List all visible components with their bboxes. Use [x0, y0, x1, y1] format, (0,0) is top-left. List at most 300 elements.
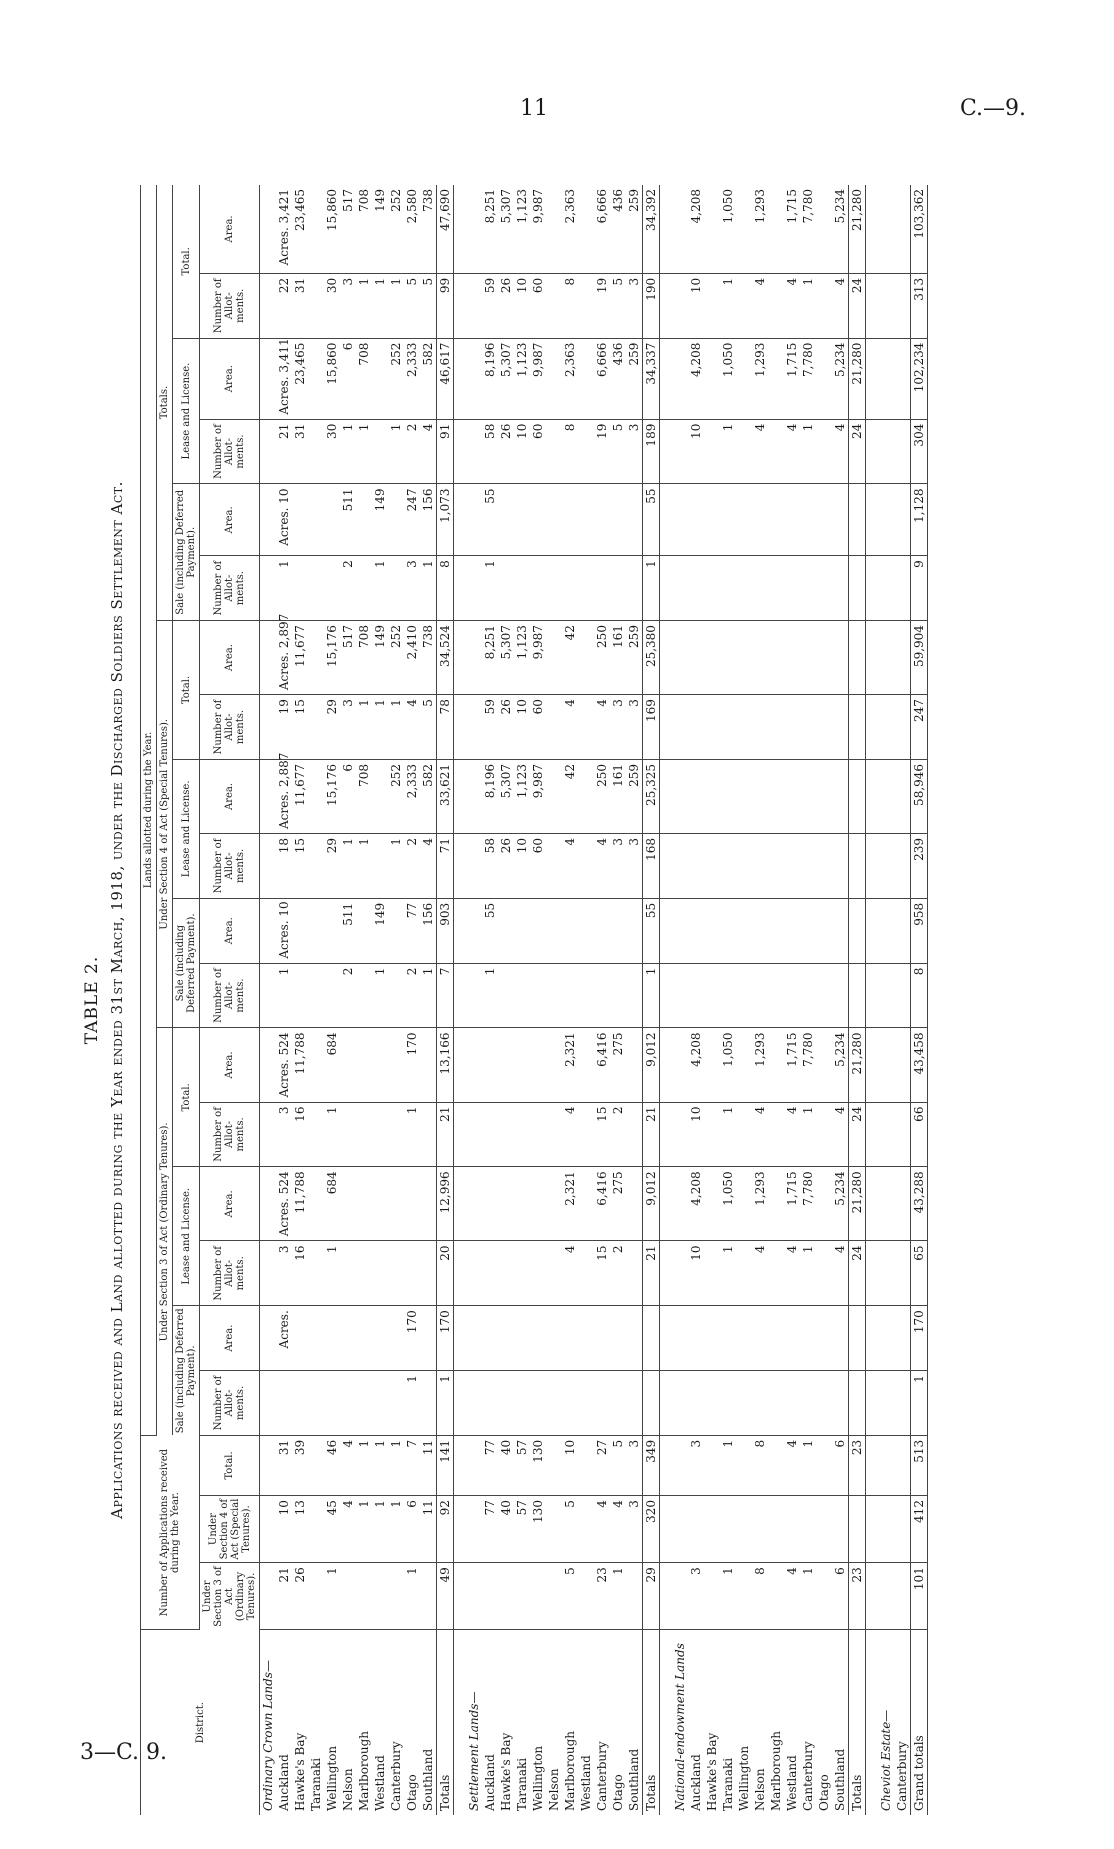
value-cell: 4	[594, 695, 610, 760]
district-cell: Ordinary Crown Lands—	[261, 1660, 275, 1811]
value-cell	[784, 834, 800, 899]
value-cell: 1,050	[720, 338, 736, 419]
value-cell	[894, 556, 911, 621]
value-cell	[704, 556, 720, 621]
value-cell	[562, 484, 578, 556]
value-cell	[720, 484, 736, 556]
value-cell: 25,325	[643, 759, 660, 833]
value-cell: 5,307	[498, 185, 514, 273]
value-cell	[832, 556, 849, 621]
header-district: District.	[141, 1630, 260, 1815]
table-row	[816, 185, 832, 1815]
table-row	[752, 185, 768, 1815]
value-cell: 4	[832, 1241, 849, 1306]
value-cell	[626, 484, 643, 556]
value-cell	[308, 834, 324, 899]
value-cell: 4,208	[688, 185, 704, 273]
value-cell	[594, 556, 610, 621]
table-row	[720, 185, 736, 1815]
value-cell: 92	[437, 1496, 454, 1563]
value-cell	[768, 1371, 784, 1436]
value-cell	[849, 759, 866, 833]
spacer-row	[454, 185, 467, 1815]
value-cell	[546, 1102, 562, 1167]
value-cell: 42	[562, 621, 578, 695]
value-cell	[768, 621, 784, 695]
value-cell	[752, 556, 768, 621]
value-cell	[482, 1371, 498, 1436]
value-cell	[849, 834, 866, 899]
header-num: Number of Allot-ments.	[200, 556, 260, 621]
district-cell: Cheviot Estate—	[879, 1709, 893, 1811]
district-cell: Canterbury	[801, 1741, 815, 1811]
value-cell	[878, 556, 894, 621]
value-cell: 3	[340, 695, 356, 760]
value-cell	[688, 1371, 704, 1436]
value-cell: 141	[437, 1435, 454, 1495]
value-cell	[260, 759, 277, 833]
value-cell	[260, 185, 277, 273]
value-cell: 189	[643, 419, 660, 484]
value-cell: 412	[911, 1496, 928, 1563]
value-cell	[546, 621, 562, 695]
value-cell: 21,280	[849, 338, 866, 419]
value-cell: Acres. 524	[276, 1028, 292, 1102]
value-cell	[324, 963, 340, 1028]
value-cell: 43,288	[911, 1167, 928, 1241]
value-cell: Acres. 524	[276, 1167, 292, 1241]
value-cell	[260, 273, 277, 338]
value-cell	[752, 834, 768, 899]
value-cell: 1	[404, 1371, 420, 1436]
value-cell	[626, 1563, 643, 1630]
value-cell	[736, 185, 752, 273]
value-cell: 247	[911, 695, 928, 760]
value-cell: 8,196	[482, 759, 498, 833]
value-cell	[356, 1028, 372, 1102]
value-cell: 169	[643, 695, 660, 760]
value-cell: 42	[562, 759, 578, 833]
value-cell: 55	[482, 898, 498, 963]
value-cell	[578, 759, 594, 833]
header-num: Number of Allot-ments.	[200, 695, 260, 760]
value-cell	[546, 1028, 562, 1102]
value-cell	[736, 484, 752, 556]
value-cell	[482, 1241, 498, 1306]
value-cell: 6	[340, 759, 356, 833]
value-cell	[546, 1167, 562, 1241]
value-cell	[482, 1102, 498, 1167]
value-cell	[894, 338, 911, 419]
value-cell	[514, 898, 530, 963]
value-cell	[736, 898, 752, 963]
value-cell	[688, 1306, 704, 1371]
value-cell: 9,012	[643, 1167, 660, 1241]
value-cell	[704, 1435, 720, 1495]
value-cell	[832, 1371, 849, 1436]
value-cell	[578, 273, 594, 338]
totals-row	[643, 185, 660, 1815]
value-cell	[784, 898, 800, 963]
header-num: Number of Allot-ments.	[200, 1371, 260, 1436]
value-cell: 349	[643, 1435, 660, 1495]
value-cell: Acres. 2,897	[276, 621, 292, 695]
header-section3: Under Section 3 of Act (Ordinary Tenures).	[157, 1028, 173, 1435]
value-cell	[340, 1371, 356, 1436]
header-area: Area.	[200, 1028, 260, 1102]
value-cell	[894, 185, 911, 273]
value-cell	[784, 484, 800, 556]
page-number: 11	[520, 96, 548, 121]
value-cell	[894, 484, 911, 556]
value-cell: 4	[784, 1563, 800, 1630]
value-cell	[704, 759, 720, 833]
value-cell: 6	[832, 1435, 849, 1495]
district-cell: Settlement Lands—	[467, 1691, 481, 1811]
value-cell	[688, 1496, 704, 1563]
value-cell	[704, 1241, 720, 1306]
value-cell: 21	[643, 1102, 660, 1167]
value-cell: 130	[530, 1435, 546, 1495]
value-cell	[466, 1241, 482, 1306]
value-cell: 958	[911, 898, 928, 963]
value-cell: 3	[626, 834, 643, 899]
value-cell	[752, 1371, 768, 1436]
value-cell	[816, 963, 832, 1028]
value-cell	[578, 185, 594, 273]
district-cell: Canterbury	[895, 1741, 909, 1811]
value-cell: 170	[404, 1028, 420, 1102]
section-header-row	[466, 185, 482, 1815]
value-cell: 10	[514, 834, 530, 899]
value-cell	[626, 1306, 643, 1371]
value-cell: 1,073	[437, 484, 454, 556]
value-cell: 49	[437, 1563, 454, 1630]
value-cell	[626, 1371, 643, 1436]
value-cell: 170	[437, 1306, 454, 1371]
value-cell: 10	[688, 1102, 704, 1167]
value-cell	[514, 1167, 530, 1241]
value-cell	[514, 1241, 530, 1306]
value-cell	[768, 419, 784, 484]
value-cell: 161	[610, 759, 626, 833]
value-cell	[736, 1563, 752, 1630]
header-area: Area.	[200, 484, 260, 556]
value-cell: 5	[420, 695, 437, 760]
district-cell: Grand totals	[911, 1630, 928, 1815]
value-cell	[372, 338, 388, 419]
value-cell	[466, 1028, 482, 1102]
value-cell: 77	[404, 898, 420, 963]
value-cell: 1	[720, 273, 736, 338]
value-cell	[672, 419, 688, 484]
value-cell	[530, 556, 546, 621]
header-app-section3: Under Section 3 of Act (Ordinary Tenures).	[200, 1563, 260, 1630]
value-cell	[816, 1167, 832, 1241]
value-cell	[878, 273, 894, 338]
value-cell: Acres. 2,887	[276, 759, 292, 833]
header-num: Number of Allot-ments.	[200, 1102, 260, 1167]
value-cell: 684	[324, 1167, 340, 1241]
value-cell	[768, 898, 784, 963]
value-cell	[578, 1496, 594, 1563]
value-cell: 1	[610, 1563, 626, 1630]
value-cell	[894, 1563, 911, 1630]
value-cell: 708	[356, 621, 372, 695]
value-cell: 582	[420, 759, 437, 833]
value-cell: 5,234	[832, 1028, 849, 1102]
value-cell: 9	[911, 556, 928, 621]
value-cell: 11	[420, 1435, 437, 1495]
value-cell: 6,416	[594, 1028, 610, 1102]
value-cell	[372, 1563, 388, 1630]
value-cell: Acres. 3,421	[276, 185, 292, 273]
value-cell	[816, 1435, 832, 1495]
value-cell	[260, 1563, 277, 1630]
table-row	[736, 185, 752, 1815]
value-cell	[736, 1306, 752, 1371]
value-cell	[878, 759, 894, 833]
value-cell: 1	[720, 419, 736, 484]
value-cell: 2,363	[562, 338, 578, 419]
value-cell: 1	[372, 556, 388, 621]
value-cell: 1	[800, 1435, 816, 1495]
value-cell	[546, 963, 562, 1028]
value-cell	[720, 695, 736, 760]
value-cell	[704, 1028, 720, 1102]
value-cell	[832, 834, 849, 899]
value-cell	[626, 1167, 643, 1241]
value-cell	[832, 484, 849, 556]
value-cell: 4	[832, 1102, 849, 1167]
value-cell: 40	[498, 1435, 514, 1495]
value-cell	[578, 834, 594, 899]
value-cell	[768, 556, 784, 621]
value-cell	[546, 1371, 562, 1436]
value-cell	[530, 1306, 546, 1371]
value-cell	[578, 1167, 594, 1241]
value-cell	[530, 1028, 546, 1102]
value-cell: 1,293	[752, 185, 768, 273]
value-cell	[768, 1306, 784, 1371]
value-cell: 1,123	[514, 338, 530, 419]
value-cell: 4	[562, 1102, 578, 1167]
value-cell: 27	[594, 1435, 610, 1495]
value-cell: 2	[404, 419, 420, 484]
value-cell: 5	[420, 273, 437, 338]
value-cell	[372, 419, 388, 484]
value-cell: 1	[388, 273, 404, 338]
value-cell	[832, 898, 849, 963]
value-cell: 23	[849, 1435, 866, 1495]
value-cell	[372, 1167, 388, 1241]
value-cell	[768, 1435, 784, 1495]
value-cell	[276, 1371, 292, 1436]
value-cell	[260, 695, 277, 760]
value-cell	[420, 1371, 437, 1436]
header-total: Total.	[173, 1028, 200, 1167]
value-cell: 10	[562, 1435, 578, 1495]
value-cell	[308, 484, 324, 556]
value-cell: 149	[372, 898, 388, 963]
district-cell: Otago	[611, 1774, 625, 1811]
value-cell: 1,050	[720, 1167, 736, 1241]
value-cell	[672, 621, 688, 695]
value-cell: 2,580	[404, 185, 420, 273]
table-row	[404, 185, 420, 1815]
value-cell: 3	[610, 695, 626, 760]
value-cell	[530, 1563, 546, 1630]
value-cell	[546, 1435, 562, 1495]
value-cell	[308, 338, 324, 419]
value-cell	[260, 1306, 277, 1371]
value-cell	[404, 1241, 420, 1306]
value-cell: 2,321	[562, 1167, 578, 1241]
value-cell: 59	[482, 695, 498, 760]
value-cell: 66	[911, 1102, 928, 1167]
value-cell	[878, 1167, 894, 1241]
value-cell	[784, 759, 800, 833]
value-cell: 77	[482, 1496, 498, 1563]
value-cell	[816, 898, 832, 963]
value-cell: 22	[276, 273, 292, 338]
value-cell	[578, 484, 594, 556]
value-cell: 1,293	[752, 1167, 768, 1241]
value-cell: 130	[530, 1496, 546, 1563]
value-cell	[832, 695, 849, 760]
value-cell	[720, 963, 736, 1028]
value-cell: 3	[626, 695, 643, 760]
value-cell	[372, 834, 388, 899]
value-cell	[800, 1371, 816, 1436]
value-cell: 43,458	[911, 1028, 928, 1102]
header-sale: Sale (including Deferred Payment).	[173, 484, 200, 621]
value-cell	[768, 1563, 784, 1630]
value-cell: 99	[437, 273, 454, 338]
value-cell	[784, 695, 800, 760]
district-cell: Nelson	[753, 1768, 767, 1811]
header-lease: Lease and License.	[173, 1167, 200, 1306]
value-cell	[466, 419, 482, 484]
value-cell: 708	[356, 338, 372, 419]
value-cell	[260, 834, 277, 899]
value-cell: 4	[784, 419, 800, 484]
value-cell	[356, 484, 372, 556]
value-cell	[260, 898, 277, 963]
value-cell	[849, 621, 866, 695]
value-cell: 15	[594, 1102, 610, 1167]
value-cell	[562, 1306, 578, 1371]
value-cell	[308, 621, 324, 695]
value-cell: 26	[498, 273, 514, 338]
value-cell	[324, 898, 340, 963]
value-cell: 4	[832, 273, 849, 338]
value-cell: 170	[404, 1306, 420, 1371]
value-cell	[720, 1496, 736, 1563]
value-cell	[530, 1167, 546, 1241]
value-cell	[482, 1563, 498, 1630]
value-cell	[768, 273, 784, 338]
value-cell: 58	[482, 419, 498, 484]
value-cell	[498, 1028, 514, 1102]
value-cell: 5	[610, 273, 626, 338]
value-cell	[388, 1563, 404, 1630]
value-cell	[482, 1306, 498, 1371]
value-cell: 2	[340, 556, 356, 621]
value-cell: 1,123	[514, 621, 530, 695]
value-cell	[356, 1563, 372, 1630]
value-cell: 33,621	[437, 759, 454, 833]
district-cell: National-endowment Lands	[673, 1643, 687, 1811]
value-cell: 275	[610, 1167, 626, 1241]
value-cell: 4	[404, 695, 420, 760]
table-row	[324, 185, 340, 1815]
value-cell: 149	[372, 484, 388, 556]
value-cell	[672, 1496, 688, 1563]
value-cell: 15,176	[324, 759, 340, 833]
value-cell: 19	[594, 273, 610, 338]
value-cell: 1	[800, 1102, 816, 1167]
value-cell	[578, 1028, 594, 1102]
value-cell	[704, 1496, 720, 1563]
district-cell: Hawke's Bay	[293, 1732, 307, 1811]
value-cell	[308, 1241, 324, 1306]
value-cell: 4	[610, 1496, 626, 1563]
value-cell: 23,465	[292, 185, 308, 273]
table-row	[388, 185, 404, 1815]
value-cell	[878, 1496, 894, 1563]
value-cell	[784, 1371, 800, 1436]
value-cell	[768, 759, 784, 833]
value-cell	[878, 898, 894, 963]
value-cell	[816, 1496, 832, 1563]
value-cell: 1,050	[720, 185, 736, 273]
value-cell: 252	[388, 759, 404, 833]
value-cell	[546, 1563, 562, 1630]
value-cell: 9,987	[530, 338, 546, 419]
header-area: Area.	[200, 1167, 260, 1241]
value-cell	[894, 621, 911, 695]
value-cell	[626, 1102, 643, 1167]
value-cell	[466, 1306, 482, 1371]
value-cell: 1	[356, 1496, 372, 1563]
value-cell	[610, 1371, 626, 1436]
value-cell: 23	[849, 1563, 866, 1630]
value-cell	[704, 1306, 720, 1371]
value-cell: 16	[292, 1102, 308, 1167]
table-row	[514, 185, 530, 1815]
value-cell: 11,788	[292, 1028, 308, 1102]
value-cell	[308, 1435, 324, 1495]
value-cell: 5	[404, 273, 420, 338]
value-cell	[356, 1371, 372, 1436]
value-cell	[514, 484, 530, 556]
header-area: Area.	[200, 898, 260, 963]
value-cell	[514, 1563, 530, 1630]
value-cell	[340, 1563, 356, 1630]
value-cell	[498, 1102, 514, 1167]
value-cell	[578, 1563, 594, 1630]
value-cell	[688, 484, 704, 556]
value-cell	[466, 1496, 482, 1563]
value-cell: 1	[372, 1435, 388, 1495]
value-cell	[546, 419, 562, 484]
table-label: TABLE 2.	[82, 955, 102, 1045]
value-cell	[260, 1028, 277, 1102]
header-total: Total.	[173, 621, 200, 760]
value-cell	[356, 1241, 372, 1306]
value-cell	[308, 273, 324, 338]
